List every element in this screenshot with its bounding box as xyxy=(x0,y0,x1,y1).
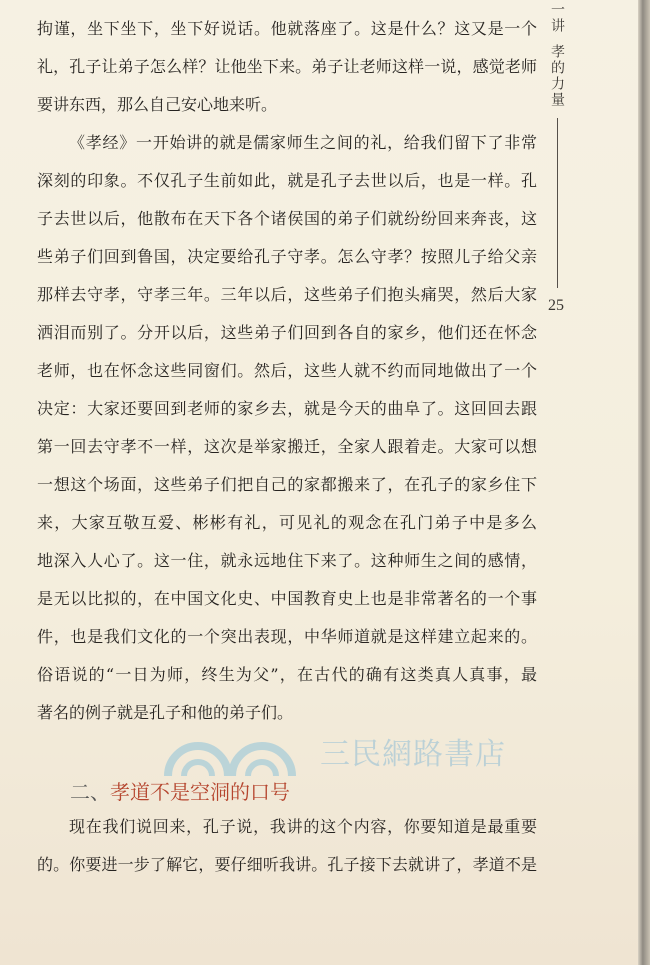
page-edge xyxy=(638,0,650,965)
text-line: 要讲东西，那么自己安心地来听。 xyxy=(37,95,278,114)
watermark-logo-icon xyxy=(160,736,320,776)
text-line: 拘谨，坐下坐下，坐下好说话。他就落座了。这是什么？这又是一个 xyxy=(37,19,537,38)
text-line: 一想这个场面，这些弟子们把自己的家都搬来了，在孔子的家乡住下 xyxy=(37,475,537,494)
text-line: 洒泪而别了。分开以后，这些弟子们回到各自的家乡，他们还在怀念 xyxy=(37,323,537,342)
text-line: 那样去守孝，守孝三年。三年以后，这些弟子们抱头痛哭，然后大家 xyxy=(37,285,537,304)
text-line: 著名的例子就是孔子和他的弟子们。 xyxy=(37,703,294,722)
text-line: 地深入人心了。这一住，就永远地住下来了。这种师生之间的感情， xyxy=(37,551,537,570)
watermark-text: 三民網路書店 xyxy=(320,737,506,772)
text-line: 俗语说的“一日为师，终生为父”，在古代的确有这类真人真事，最 xyxy=(37,665,537,684)
text-line: 决定：大家还要回到老师的家乡去，就是今天的曲阜了。这回回去跟 xyxy=(37,399,537,418)
text-line: 第一回去守孝不一样，这次是举家搬迁，全家人跟着走。大家可以想 xyxy=(37,437,537,456)
text-line: 现在我们说回来，孔子说，我讲的这个内容，你要知道是最重要 xyxy=(69,817,537,836)
text-line: 些弟子们回到鲁国，决定要给孔子守孝。怎么守孝？按照儿子给父亲 xyxy=(37,247,537,266)
running-head-rule xyxy=(557,118,558,288)
text-line: 的。你要进一步了解它，要仔细听我讲。孔子接下去就讲了，孝道不是 xyxy=(37,855,537,874)
body-text xyxy=(37,10,537,732)
section-title: 孝道不是空洞的口号 xyxy=(110,780,290,804)
running-head-title: 孝的力量 xyxy=(549,44,565,108)
text-line: 老师，也在怀念这些同窗们。然后，这些人就不约而同地做出了一个 xyxy=(37,361,537,380)
watermark xyxy=(160,736,510,776)
section-number: 二、 xyxy=(70,780,110,804)
text-line: 是无以比拟的，在中国文化史、中国教育史上也是非常著名的一个事 xyxy=(37,589,537,608)
text-line: 件，也是我们文化的一个突出表现，中华师道就是这样建立起来的。 xyxy=(37,627,537,646)
text-line: 深刻的印象。不仅孔子生前如此，就是孔子去世以后，也是一样。孔 xyxy=(37,171,537,190)
text-line: 礼，孔子让弟子怎么样？让他坐下来。弟子让老师这样一说，感觉老师 xyxy=(37,57,537,76)
section-text xyxy=(37,808,537,884)
running-head-chapter: 一讲 xyxy=(549,2,565,34)
section-heading xyxy=(70,778,290,806)
text-line: 来，大家互敬互爱、彬彬有礼，可见礼的观念在孔门弟子中是多么 xyxy=(37,513,537,532)
text-line: 子去世以后，他散布在天下各个诸侯国的弟子们就纷纷回来奔丧，这 xyxy=(37,209,537,228)
text-line: 《孝经》一开始讲的就是儒家师生之间的礼，给我们留下了非常 xyxy=(69,133,537,152)
page-number: 25 xyxy=(548,297,564,314)
